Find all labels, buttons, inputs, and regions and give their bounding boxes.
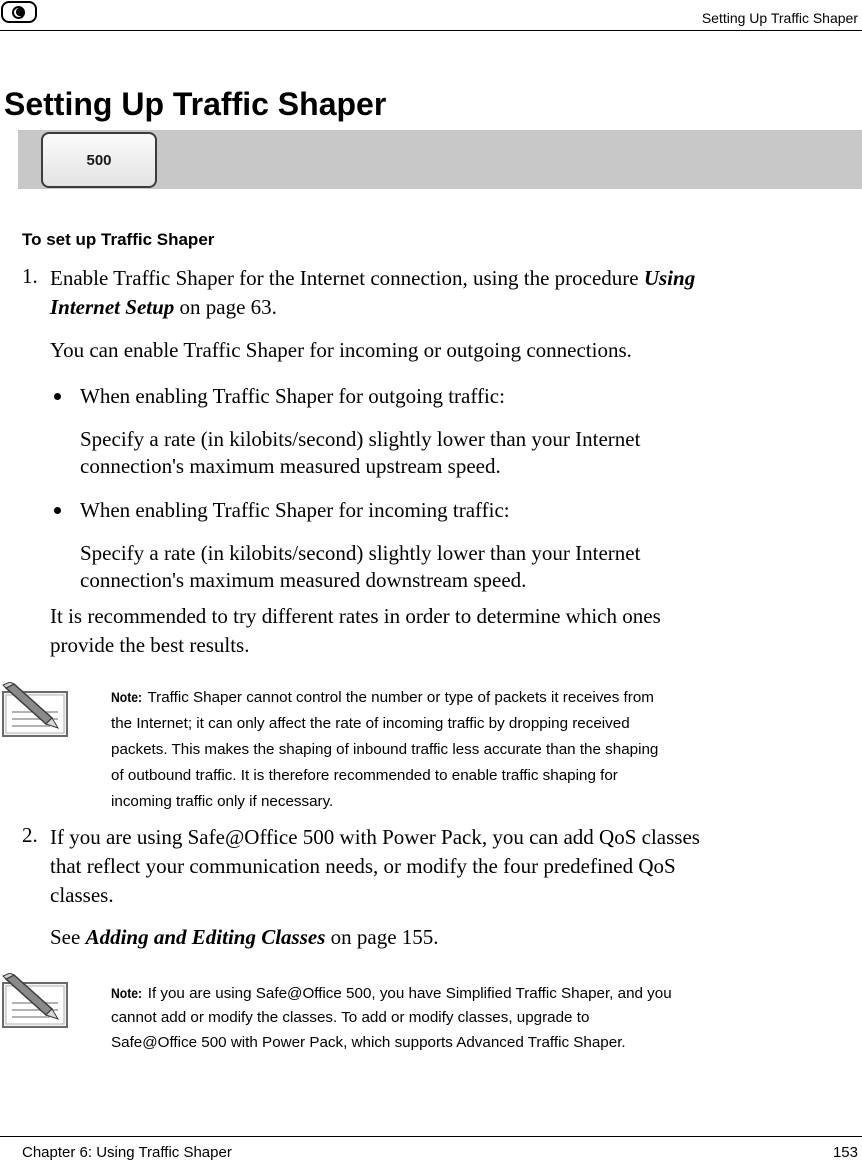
bullet-detail: connection's maximum measured upstream speed. <box>80 454 501 478</box>
recommendation-text: provide the best results. <box>50 633 250 657</box>
see-reference: See Adding and Editing Classes on page 155. <box>50 925 439 949</box>
step-text: classes. <box>50 883 114 907</box>
page-title: Setting Up Traffic Shaper <box>4 86 387 122</box>
note-text: the Internet; it can only affect the rate of incoming traffic by dropping received <box>111 715 630 732</box>
logo-dot <box>16 8 23 16</box>
product-500-badge: 500 <box>41 132 157 188</box>
step-text: Enable Traffic Shaper for the Internet connection, using the procedure Using <box>50 266 696 290</box>
step-text: If you are using Safe@Office 500 with Power Pack, you can add QoS classes <box>50 825 700 849</box>
bullet-detail: Specify a rate (in kilobits/second) slightly lower than your Internet <box>80 541 641 565</box>
running-header-title: Setting Up Traffic Shaper <box>701 10 858 26</box>
step-number: 2. <box>22 823 38 847</box>
note-pencil-icon <box>0 682 72 742</box>
bullet-detail: connection's maximum measured downstream speed. <box>80 568 527 592</box>
recommendation-text: It is recommended to try different rates in order to determine which ones <box>50 604 661 628</box>
procedure-link[interactable]: Internet Setup <box>50 295 175 319</box>
step-text: that reflect your communication needs, or modify the four predefined QoS <box>50 854 676 878</box>
note-text: incoming traffic only if necessary. <box>111 793 334 810</box>
note-text: of outbound traffic. It is therefore recommended to enable traffic shaping for <box>111 767 618 784</box>
procedure-link[interactable]: Using <box>643 266 696 290</box>
bullet-title: When enabling Traffic Shaper for incoming traffic: <box>80 498 510 522</box>
classes-link[interactable]: Adding and Editing Classes <box>85 925 326 949</box>
note-text: Safe@Office 500 with Power Pack, which supports Advanced Traffic Shaper. <box>111 1034 626 1051</box>
product-band <box>18 130 862 189</box>
header-divider <box>0 30 862 31</box>
check-point-logo-icon <box>1 1 37 23</box>
bullet-title: When enabling Traffic Shaper for outgoing traffic: <box>80 384 505 408</box>
bullet-icon <box>54 393 61 400</box>
step-paragraph: You can enable Traffic Shaper for incoming or outgoing connections. <box>50 338 632 362</box>
note-text: Note: If you are using Safe@Office 500, you have Simplified Traffic Shaper, and you <box>111 981 831 1008</box>
procedure-heading: To set up Traffic Shaper <box>22 230 215 249</box>
note-label: Note: <box>111 690 143 705</box>
step-text: Internet Setup on page 63. <box>50 295 277 319</box>
note-text: cannot add or modify the classes. To add or modify classes, upgrade to <box>111 1009 590 1026</box>
note-pencil-icon <box>0 973 72 1033</box>
note-text: packets. This makes the shaping of inbound traffic less accurate than the shaping <box>111 741 659 758</box>
footer-chapter: Chapter 6: Using Traffic Shaper <box>22 1144 232 1161</box>
bullet-detail: Specify a rate (in kilobits/second) slightly lower than your Internet <box>80 427 641 451</box>
page-number: 153 <box>832 1144 858 1161</box>
step-number: 1. <box>22 264 38 288</box>
note-text: Note: Traffic Shaper cannot control the number or type of packets it receives from <box>111 685 831 712</box>
note-label: Note: <box>111 986 143 1001</box>
footer-divider <box>0 1136 862 1137</box>
bullet-icon <box>54 507 61 514</box>
